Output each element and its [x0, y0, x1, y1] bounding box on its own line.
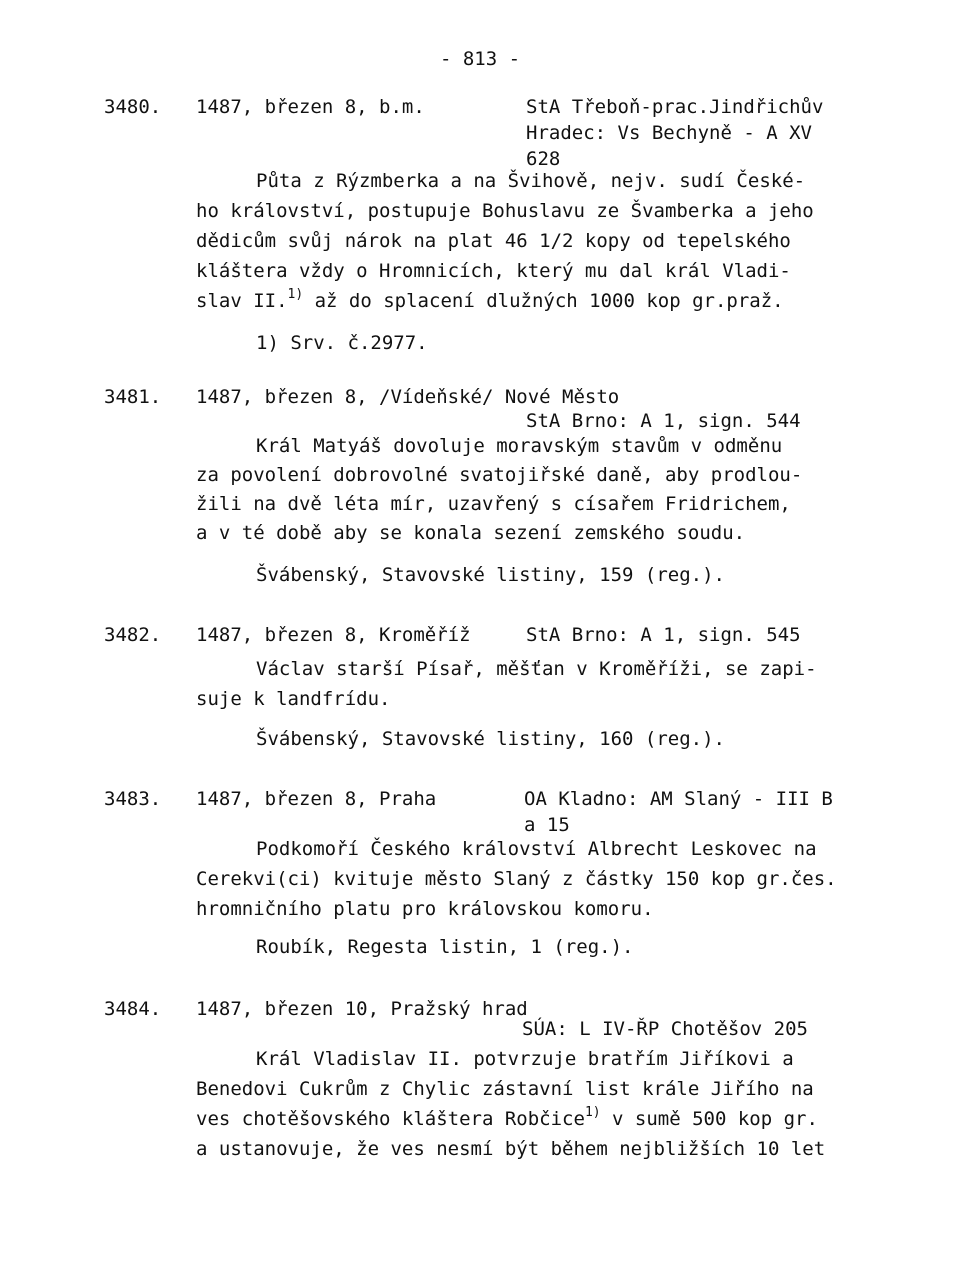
entry-literature: Švábenský, Stavovské listiny, 159 (reg.).: [256, 564, 725, 586]
entry-date-place: 1487, březen 8, Praha: [196, 788, 437, 810]
source-line: StA Brno: A 1, sign. 544: [526, 410, 801, 432]
entry-date-place: 1487, březen 8, /Vídeňské/ Nové Město: [196, 386, 620, 408]
summary-line: a v té době aby se konala sezení zemského soudu.: [196, 522, 746, 544]
footnote-ref: 1): [287, 286, 304, 302]
summary-line: Král Matyáš dovoluje moravským stavům v odměnu: [256, 435, 783, 457]
summary-line: za povolení dobrovolné svatojiřské daně, aby prodlou-: [196, 464, 803, 486]
entry-source: [526, 408, 801, 434]
entry-summary: [196, 654, 876, 714]
summary-line: ho království, postupuje Bohuslavu ze Švamberka a jeho: [196, 200, 814, 222]
entry-number: 3483.: [104, 788, 162, 810]
entry-summary: [196, 834, 876, 924]
summary-line: Cerekvi(ci) kvituje město Slaný z částky 150 kop gr.čes.: [196, 868, 837, 890]
entry-summary: [196, 166, 876, 316]
source-line: Hradec: Vs Bechyně - A XV: [526, 122, 812, 144]
summary-line: Král Vladislav II. potvrzuje bratřím Jiříkovi a: [256, 1048, 794, 1070]
summary-line: [196, 286, 876, 316]
source-line: StA Brno: A 1, sign. 545: [526, 624, 801, 646]
footnote-ref: 1): [584, 1104, 601, 1120]
summary-line: [196, 1104, 876, 1134]
summary-line: žili na dvě léta mír, uzavřený s císařem Fridrichem,: [196, 493, 791, 515]
entry-number: 3480.: [104, 96, 162, 118]
summary-text: až do splacení dlužných 1000 kop gr.praž.: [303, 290, 784, 312]
summary-line: kláštera vždy o Hromnicích, který mu dal král Vladi-: [196, 260, 791, 282]
source-line: SÚA: L IV-ŘP Chotěšov 205: [522, 1018, 808, 1040]
entry-date-place: 1487, březen 8, b.m.: [196, 96, 425, 118]
entry-literature: Roubík, Regesta listin, 1 (reg.).: [256, 936, 634, 958]
entry-summary: [196, 1044, 876, 1164]
summary-text: ves chotěšovského kláštera Robčice: [196, 1108, 585, 1130]
entry-source: [526, 94, 823, 172]
summary-line: Podkomoří Českého království Albrecht Leskovec na: [256, 838, 817, 860]
summary-line: dědicům svůj nárok na plat 46 1/2 kopy od tepelského: [196, 230, 791, 252]
entry-source: [524, 786, 833, 838]
summary-line: Václav starší Písař, měšťan v Kroměříži, se zapi-: [256, 658, 817, 680]
entry-date-place: 1487, březen 10, Pražský hrad: [196, 998, 528, 1020]
source-line: OA Kladno: AM Slaný - III B: [524, 788, 833, 810]
entry-source: [526, 622, 801, 648]
entry-literature: Švábenský, Stavovské listiny, 160 (reg.).: [256, 728, 725, 750]
source-line: 628: [526, 148, 561, 170]
source-line: StA Třeboň-prac.Jindřichův: [526, 96, 824, 118]
entry-number: 3484.: [104, 998, 162, 1020]
source-line: a 15: [524, 814, 570, 836]
entry-source: [522, 1016, 808, 1042]
summary-line: hromničního platu pro královskou komoru.: [196, 898, 654, 920]
summary-line: a ustanovuje, že ves nesmí být během nejbližších 10 let: [196, 1138, 826, 1160]
entry-summary: [196, 432, 876, 548]
entry-date-place: 1487, březen 8, Kroměříž: [196, 624, 471, 646]
footnote: 1) Srv. č.2977.: [256, 332, 428, 354]
summary-line: Půta z Rýzmberka a na Švihově, nejv. sudí České-: [256, 170, 806, 192]
summary-text: slav II.: [196, 290, 288, 312]
entry-number: 3482.: [104, 624, 162, 646]
summary-line: Benedovi Cukrům z Chylic zástavní list krále Jiřího na: [196, 1078, 814, 1100]
summary-text: v sumě 500 kop gr.: [600, 1108, 818, 1130]
summary-line: suje k landfrídu.: [196, 688, 391, 710]
page-number: - 813 -: [439, 48, 521, 70]
entry-number: 3481.: [104, 386, 162, 408]
